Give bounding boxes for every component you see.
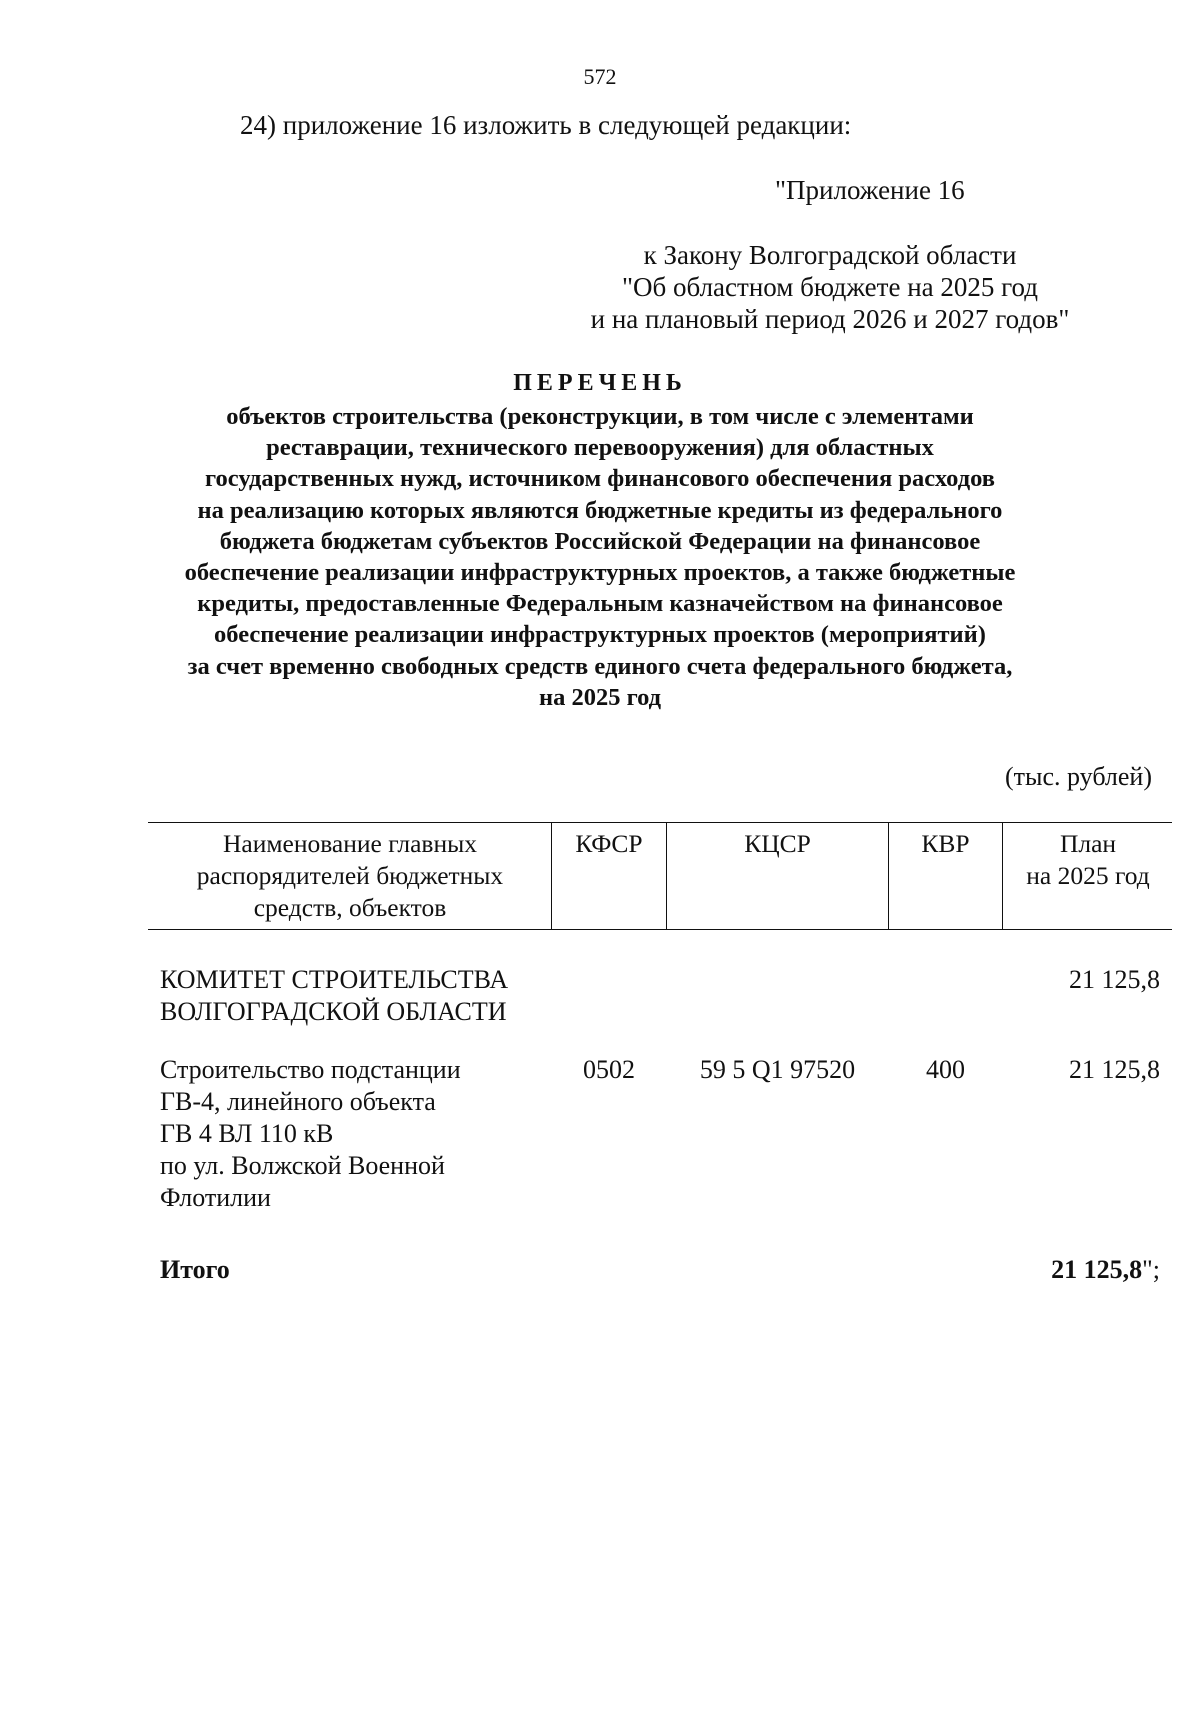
total-amount-value: 21 125,8 — [1051, 1255, 1143, 1284]
row-name — [160, 1054, 550, 1214]
header-plan — [1003, 828, 1173, 892]
subtitle-line: на реализацию которых являются бюджетные кредиты из федерального — [197, 496, 1003, 524]
total-amount — [960, 1254, 1160, 1286]
page-number: 572 — [583, 64, 617, 89]
row-name-line: КОМИТЕТ СТРОИТЕЛЬСТВА — [160, 965, 509, 994]
subtitle-line: кредиты, предоставленные Федеральным казначейством на финансовое — [197, 590, 1003, 618]
subtitle-line: реставрации, технического перевооружения) для областных — [266, 434, 934, 462]
header-plan-line: План — [1059, 829, 1117, 858]
row-name — [160, 964, 550, 1028]
header-name — [160, 828, 540, 924]
subtitle-line: за счет временно свободных средств единого счета федерального бюджета, — [187, 652, 1013, 680]
subtitle-line: объектов строительства (реконструкции, в том числе с элементами — [226, 403, 974, 430]
table-top-rule — [148, 822, 1172, 823]
row-plan: 21 125,8 — [1069, 1055, 1160, 1084]
row-kfsr: 0502 — [583, 1055, 635, 1084]
units-label: (тыс. рублей) — [1004, 762, 1152, 791]
header-kvr: КВР — [921, 829, 970, 858]
row-kvr: 400 — [926, 1055, 965, 1084]
row-name-line: по ул. Волжской Военной — [160, 1151, 445, 1180]
total-label: Итого — [160, 1255, 230, 1284]
document-title: ПЕРЕЧЕНЬ — [513, 370, 687, 396]
table-header-bottom-rule — [148, 929, 1172, 930]
document-subtitle — [150, 401, 1050, 713]
appendix-law-line: и на плановый период 2026 и 2027 годов" — [590, 304, 1070, 334]
header-kcsr: КЦСР — [744, 829, 811, 858]
row-kcsr: 59 5 Q1 97520 — [699, 1055, 856, 1084]
appendix-law-line: к Закону Волгоградской области — [643, 240, 1017, 270]
row-name-line: ГВ-4, линейного объекта — [160, 1087, 436, 1116]
row-name-line: ВОЛГОГРАДСКОЙ ОБЛАСТИ — [160, 997, 507, 1026]
subtitle-line: бюджета бюджетам субъектов Российской Федерации на финансовое — [219, 527, 981, 555]
subtitle-line: на 2025 год — [538, 683, 662, 711]
row-name-line: Строительство подстанции — [160, 1055, 461, 1084]
total-amount-suffix: "; — [1142, 1255, 1160, 1284]
header-name-line: распорядителей бюджетных — [196, 861, 504, 890]
appendix-title: "Приложение 16 — [775, 175, 965, 205]
row-plan: 21 125,8 — [1069, 965, 1160, 994]
header-name-line: Наименование главных — [222, 829, 478, 858]
header-plan-line: на 2025 год — [1026, 861, 1150, 890]
amendment-intro: 24) приложение 16 изложить в следующей редакции: — [240, 110, 852, 140]
row-name-line: Флотилии — [160, 1183, 271, 1212]
row-name-line: ГВ 4 ВЛ 110 кВ — [160, 1119, 334, 1148]
header-kfsr: КФСР — [575, 829, 643, 858]
appendix-law-line: "Об областном бюджете на 2025 год — [622, 272, 1038, 302]
subtitle-line: государственных нужд, источником финансового обеспечения расходов — [205, 465, 995, 493]
subtitle-line: обеспечение реализации инфраструктурных проектов, а также бюджетные — [184, 559, 1016, 587]
subtitle-line: обеспечение реализации инфраструктурных проектов (мероприятий) — [214, 621, 986, 649]
header-name-line: средств, объектов — [253, 893, 447, 922]
